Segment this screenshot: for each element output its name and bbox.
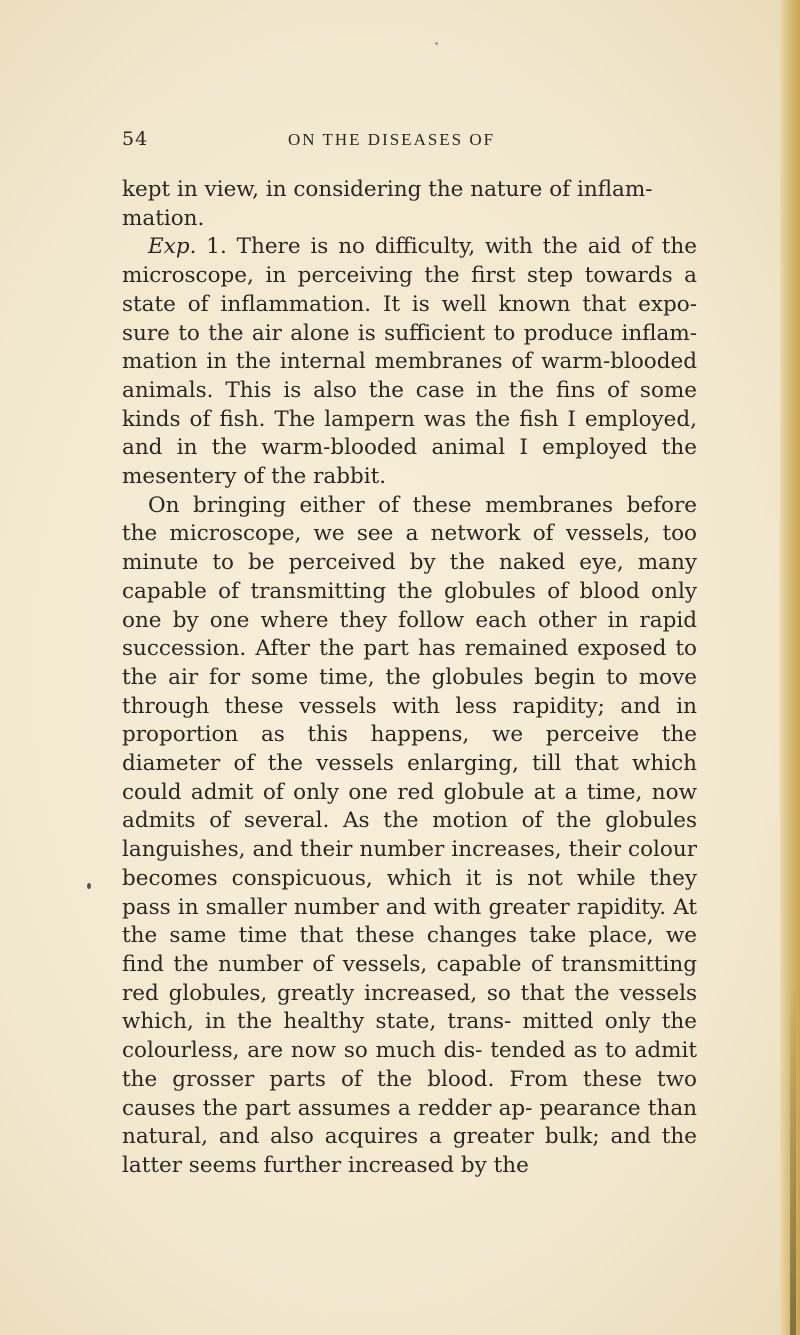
line-2: mation. [122,205,205,231]
paper-fleck [435,42,438,45]
paragraph-2 [122,233,697,491]
page-header [122,128,682,156]
page-number: 54 [122,128,149,150]
running-head: ON THE DISEASES OF [288,130,496,149]
paragraph-1 [122,176,697,233]
body-text [122,176,697,1181]
ink-fleck [87,883,91,889]
page-edge-shadow [790,980,796,1335]
paragraph-2-text: 1. There is no difficulty, with the aid of the microscope, in perceiving the first step towards a state of inflammation. It is well known that expo- sure to the air alone is sufficient to produce inflam- mation in the internal membranes of warm-blooded animals. This is also the case in the fins of some kinds of fish. The lampern was the fish I employed, and in the warm-blooded animal I employed the mesentery of the rabbit. [122,234,697,490]
paragraph-3: On bringing either of these membranes before the microscope, we see a network of vessels, too minute to be perceived by the naked eye, many capable of transmitting the globules of blood only one by one where they follow each other in rapid succession. After the part has remained exposed to the air for some time, the globules begin to move through these vessels with less rapidity; and in proportion as this happens, we perceive the diameter of the vessels enlarging, till that which could admit of only one red globule at a time, now admits of several. As the motion of the globules languishes, and their number increases, their colour becomes conspicuous, which it is not while they pass in smaller number and with greater rapidity. At the same time that these changes take place, we find the number of vessels, capable of transmitting red globules, greatly increased, so that the vessels which, in the healthy state, trans- mitted only the colourless, are now so much dis- tended as to admit the grosser parts of the blood. From these two causes the part assumes a redder ap- pearance than natural, and also acquires a greater bulk; and the latter seems further increased by the [122,492,697,1178]
line-1: kept in view, in considering the nature of inflam- [122,177,653,202]
exp-label: Exp. [148,234,197,260]
